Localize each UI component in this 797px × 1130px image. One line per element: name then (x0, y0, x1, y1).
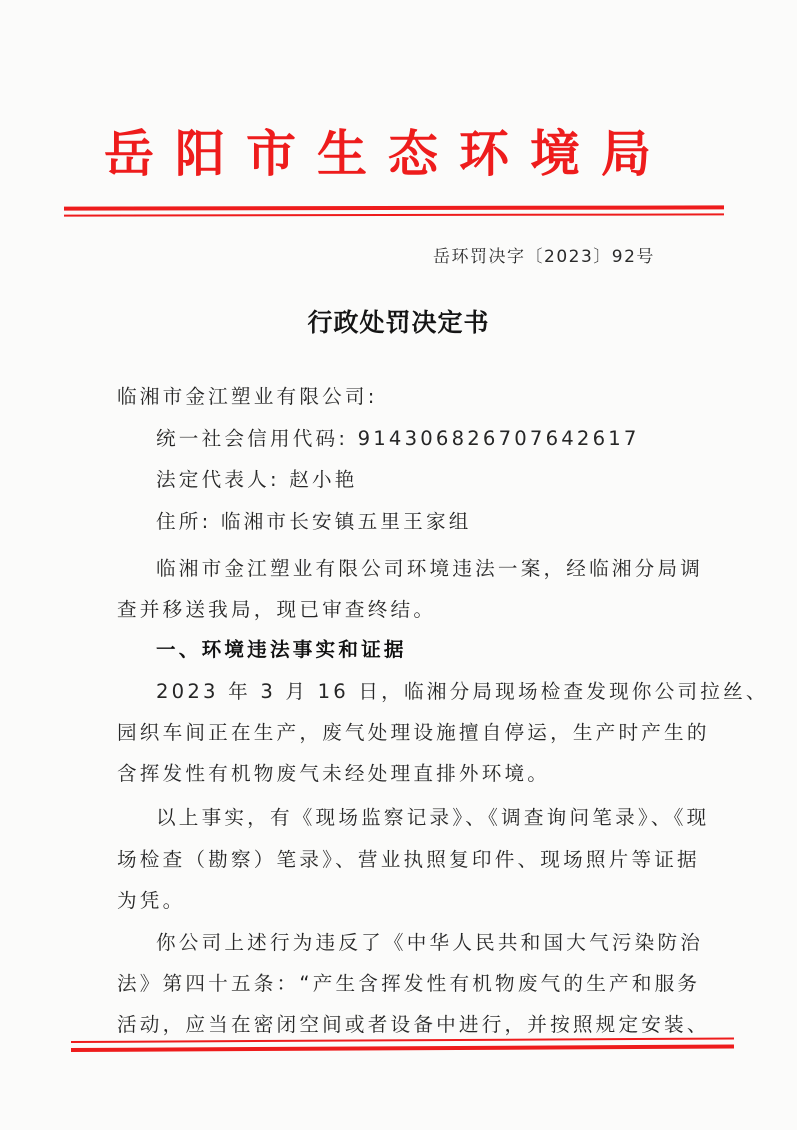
body-line: 法》第四十五条：“产生含挥发性有机物废气的生产和服务 (117, 972, 701, 995)
document-title: 行政处罚决定书 (307, 308, 490, 337)
body-line: 场检查（勘察）笔录》、营业执照复印件、现场照片等证据 (117, 848, 700, 871)
section-heading: 一、环境违法事实和证据 (156, 638, 407, 661)
header-rule-thick (64, 205, 724, 210)
body-line: 查并移送我局，现已审查终结。 (117, 598, 437, 621)
document-number: 岳环罚决字〔2023〕92号 (433, 247, 655, 267)
body-line: 你公司上述行为违反了《中华人民共和国大气污染防治 (156, 931, 704, 954)
organization-header: 岳阳市生态环境局 (104, 124, 672, 183)
credit-code: 统一社会信用代码: 914306826707642617 (156, 427, 640, 450)
footer-rule-thick (71, 1045, 734, 1052)
body-line: 含挥发性有机物废气未经处理直排外环境。 (117, 762, 551, 785)
body-line: 活动，应当在密闭空间或者设备中进行，并按照规定安装、 (117, 1013, 710, 1036)
body-line: 以上事实，有《现场监察记录》、《调查询问笔录》、《现 (156, 806, 710, 829)
footer-rule-thin-line (71, 1038, 734, 1043)
recipient-name: 临湘市金江塑业有限公司: (117, 385, 378, 408)
body-line: 临湘市金江塑业有限公司环境违法一案，经临湘分局调 (156, 557, 704, 580)
legal-representative: 法定代表人: 赵小艳 (156, 468, 358, 491)
address: 住所: 临湘市长安镇五里王家组 (156, 510, 472, 533)
body-line: 2023 年 3 月 16 日，临湘分局现场检查发现你公司拉丝、 (156, 680, 769, 703)
body-line: 为凭。 (117, 889, 186, 912)
header-rule-thin (64, 213, 724, 216)
body-line: 园织车间正在生产，废气处理设施擅自停运，生产时产生的 (117, 721, 710, 744)
